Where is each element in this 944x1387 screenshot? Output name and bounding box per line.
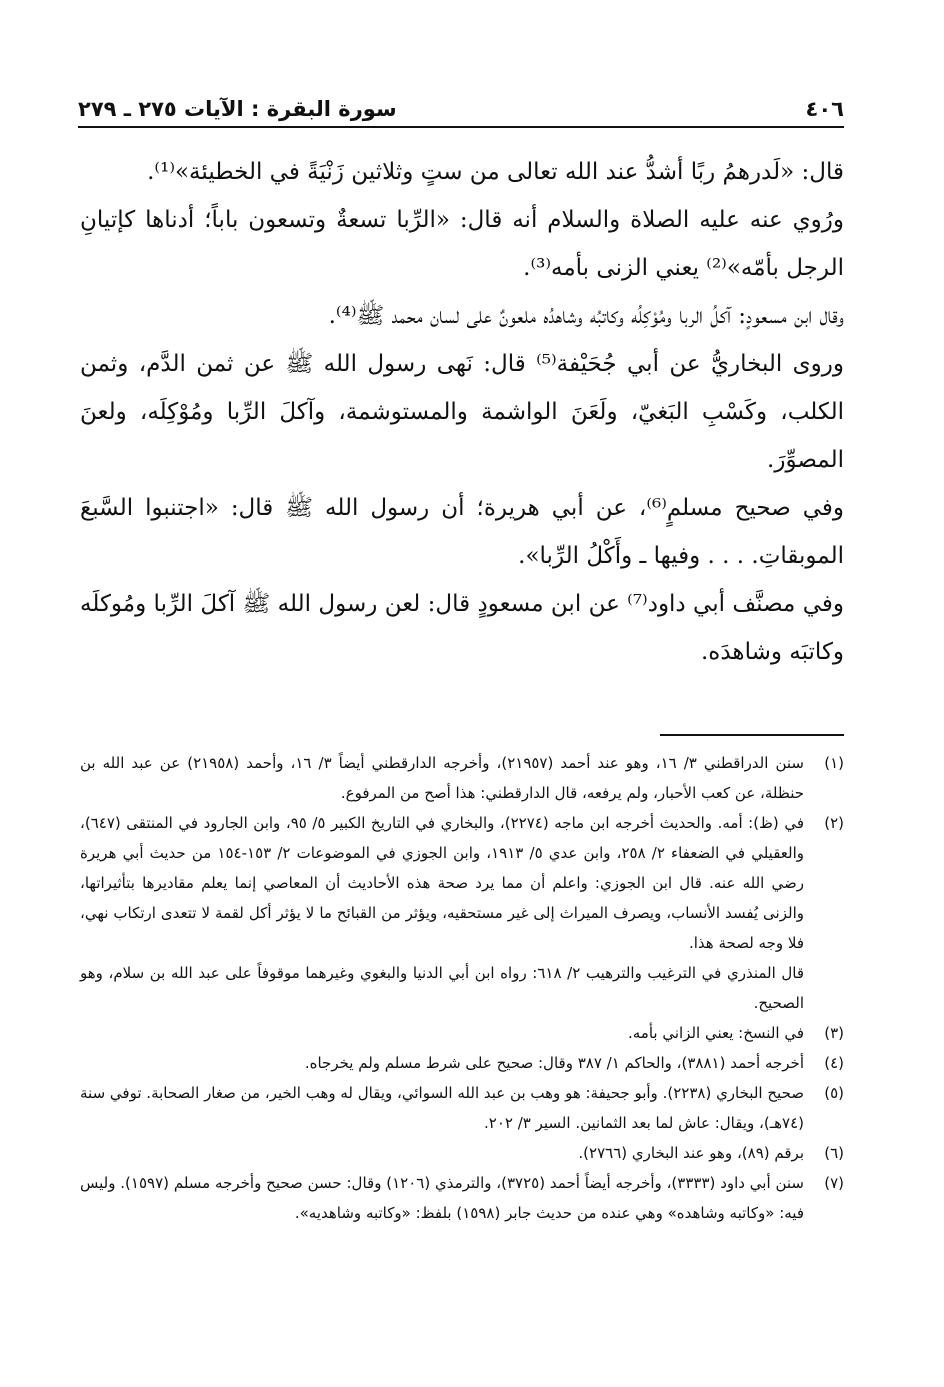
footnote [80, 1138, 844, 1168]
footnote [80, 1078, 844, 1138]
paragraph: وروى البخاريُّ عن أبي جُحَيْفة⁽⁵⁾ قال: نَهى رسول الله ﷺ عن ثمن الدَّم، وثمن الكلب، وكَسْبِ البَغيّ، ولَعَنَ الواشمة والمستوشمة، وآكلَ الرِّبا ومُوْكِلَه، ولعنَ المصوِّرَ. [80, 351, 844, 473]
footnote-text [80, 748, 804, 808]
footnote [80, 1018, 844, 1048]
paragraph: وفي صحيح مسلمٍ⁽⁶⁾، عن أبي هريرة؛ أن رسول الله ﷺ قال: «اجتنبوا السَّبعَ الموبقاتِ. . . . وفيها ـ وأَكْلُ الرِّبا». [80, 495, 844, 569]
running-title: سورة البقرة : الآيات ٢٧٥ ـ ٢٧٩ [78, 97, 397, 121]
footnote-number: (٥) [824, 1084, 844, 1102]
paragraph: ورُوي عنه عليه الصلاة والسلام أنه قال: «الرِّبا تسعةٌ وتسعون باباً؛ أدناها كإتيانِ الرجل بأمّه»⁽²⁾ يعني الزنى بأمه⁽³⁾. [80, 207, 844, 281]
footnote [80, 808, 844, 1018]
page-number: ٤٠٦ [805, 97, 844, 121]
footnote [80, 1048, 844, 1078]
footnote-number: (٢) [824, 814, 844, 832]
paragraph: وقال ابن مسعودٍ: آكلُ الربا ومُوْكِلُه وكاتبُه وشاهدُه ملعونٌ على لسان محمد ﷺ⁽⁴⁾. [328, 303, 844, 329]
footnote-text [80, 1078, 804, 1138]
paragraph: قال: «لَدرهمُ ربًا أشدُّ عند الله تعالى من ستٍ وثلاثين زَنْيَةً في الخطيئة»⁽¹⁾. [147, 159, 844, 185]
footnote [80, 1168, 844, 1228]
footnote-number: (٤) [824, 1054, 844, 1072]
footnote-text [80, 1018, 804, 1048]
header-divider [78, 126, 844, 128]
footnote-divider [660, 734, 844, 736]
footnote-line: في (ظ): أمه. والحديث أخرجه ابن ماجه (٢٢٧٤)، والبخاري في التاريخ الكبير ٥/ ٩٥، وابن الجارود في المنتقى (٦٤٧)، والعقيلي في الضعفاء ٢/ ٢٥٨، وابن عدي ٥/ ١٩١٣، وابن الجوزي في الموضوعات ٢/ ١٥٣-١٥٤ من حديث أبي هريرة رضي الله عنه. قال ابن الجوزي: واعلم أن مما يرد صحة هذه الأحاديث أن المعاصي إنما يعلم مقاديرها بتأثيراتها، والزنى يُفسد الأنساب، ويصرف الميراث إلى غير مستحقيه، ويؤثر من القبائح ما لا يؤثر أكل لقمة لا تتعدى ارتكاب نهي، فلا وجه لصحة هذا. [80, 814, 804, 952]
footnote-line: قال المنذري في الترغيب والترهيب ٢/ ٦١٨: رواه ابن أبي الدنيا والبغوي وغيرهما موقوفاً على عبد الله بن سلام، وهو الصحيح. [80, 964, 805, 1012]
footnotes [80, 748, 844, 1228]
page-header [78, 72, 844, 122]
footnote-line: أخرجه أحمد (٣٨٨١)، والحاكم ١/ ٣٨٧ وقال: صحيح على شرط مسلم ولم يخرجاه. [304, 1054, 804, 1072]
footnote-number: (٦) [824, 1144, 844, 1162]
footnote-number: (٣) [824, 1024, 844, 1042]
footnote-text [80, 808, 804, 1018]
footnote-number: (١) [824, 754, 844, 772]
footnote-number: (٧) [824, 1174, 844, 1192]
footnote-text [80, 1138, 804, 1168]
paragraph: وفي مصنَّف أبي داود⁽⁷⁾ عن ابن مسعودٍ قال: لعن رسول الله ﷺ آكلَ الرِّبا ومُوكلَه وكاتبَه وشاهدَه. [80, 591, 844, 665]
footnote-line: في النسخ: يعني الزاني بأمه. [627, 1024, 804, 1042]
footnote-line: سنن الدراقطني ٣/ ١٦، وهو عند أحمد (٢١٩٥٧)، وأخرجه الدارقطني أيضاً ٣/ ١٦، وأحمد (٢١٩٥٨) عن عبد الله بن حنظلة، عن كعب الأحبار، ولم يرفعه، قال الدارقطني: هذا أصح من المرفوع. [80, 754, 804, 802]
footnote-line: سنن أبي داود (٣٣٣٣)، وأخرجه أيضاً أحمد (٣٧٢٥)، والترمذي (١٢٠٦) وقال: حسن صحيح وأخرجه مسلم (١٥٩٧). وليس فيه: «وكاتبه وشاهده» وهي عنده من حديث جابر (١٥٩٨) بلفظ: «وكاتبه وشاهديه». [80, 1174, 804, 1222]
footnote-line: صحيح البخاري (٢٢٣٨). وأبو جحيفة: هو وهب بن عبد الله السوائي، ويقال له وهب الخير، من صغار الصحابة. توفي سنة (٧٤هـ)، ويقال: عاش لما بعد الثمانين. السير ٣/ ٢٠٢. [80, 1084, 804, 1132]
footnote-text [80, 1168, 804, 1228]
footnote-text [80, 1048, 804, 1078]
footnote-line: برقم (٨٩)، وهو عند البخاري (٢٧٦٦). [578, 1144, 804, 1162]
footnote [80, 748, 844, 808]
main-text [80, 148, 844, 676]
